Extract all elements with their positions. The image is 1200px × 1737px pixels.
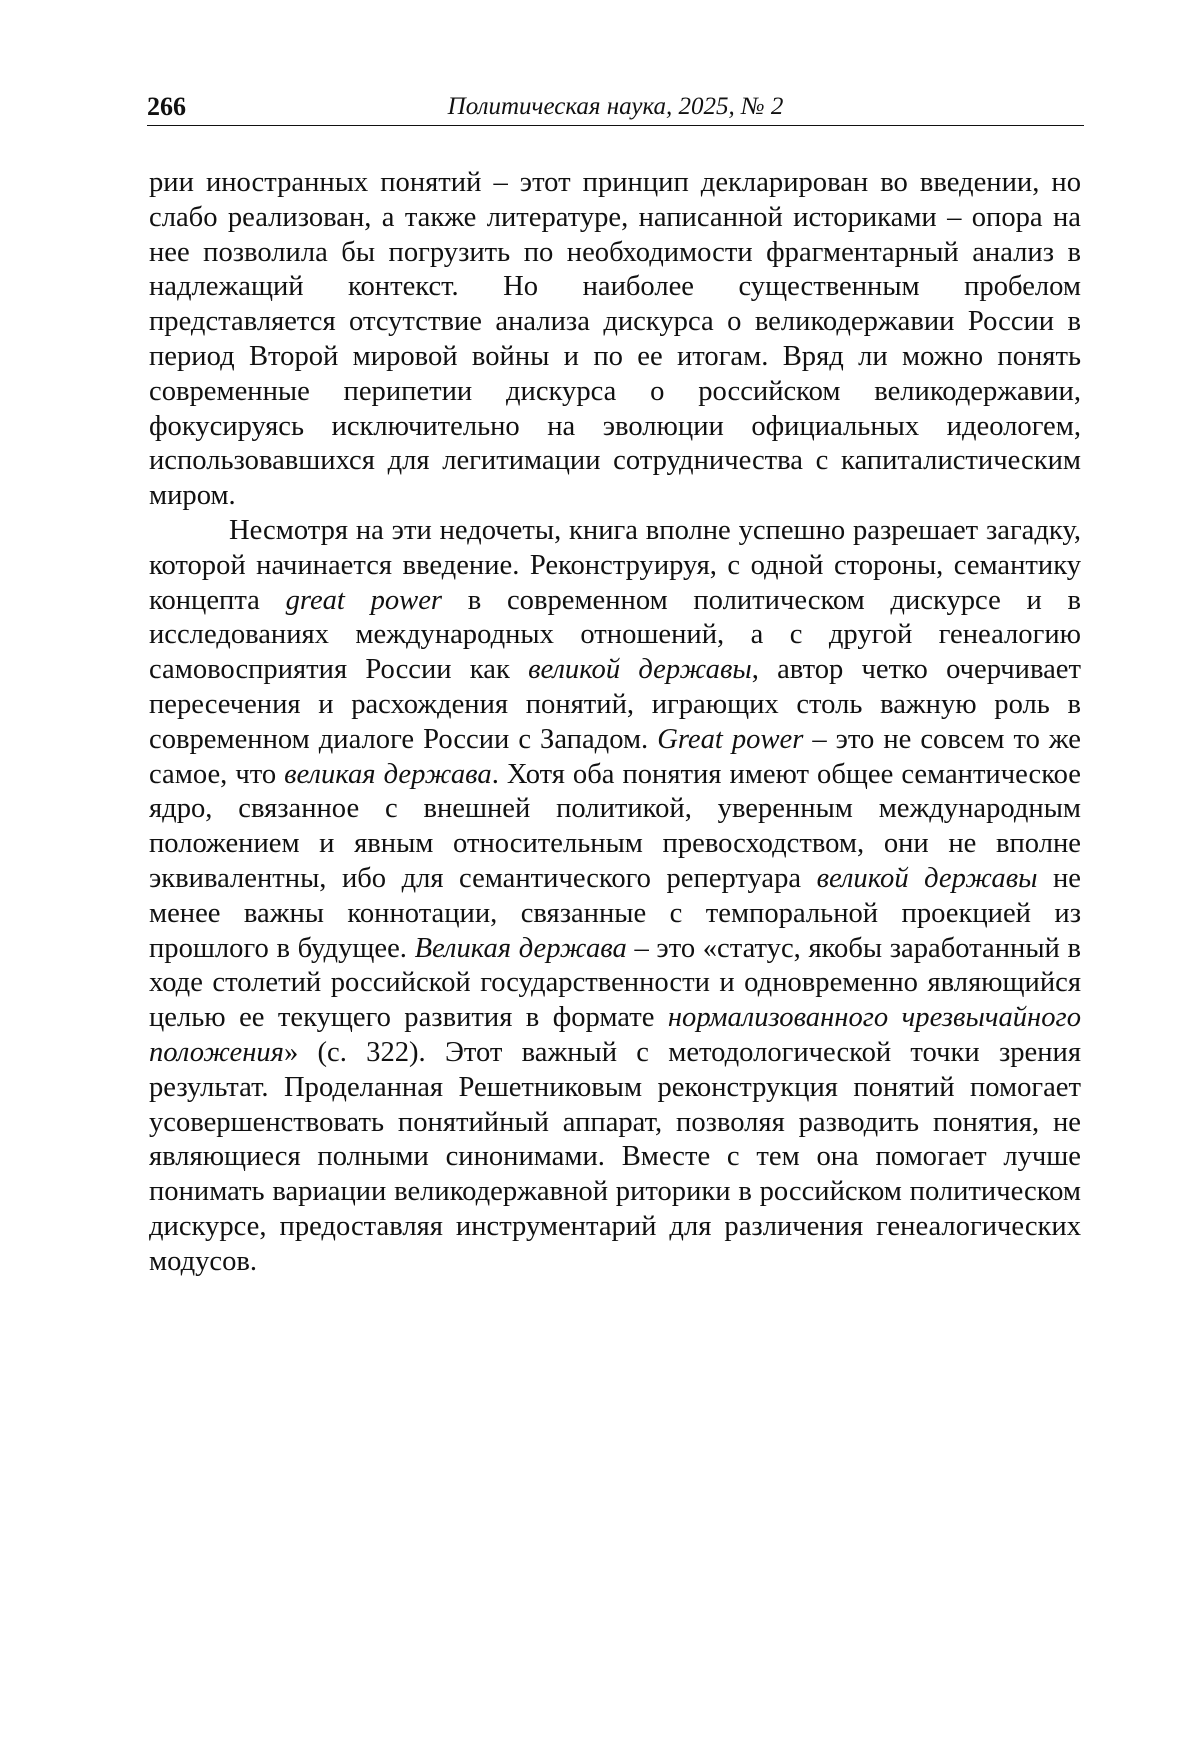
- paragraph-1: [149, 166, 1081, 514]
- text-segment: в современном политическом дискурсе и в исследованиях международных отношений, а с другой генеалогию самовосприятия России как: [149, 584, 1081, 686]
- page-header: [147, 92, 1084, 126]
- text-segment: – это не совсем то же самое, что: [149, 723, 1081, 790]
- running-title: Политическая наука, 2025, № 2: [447, 93, 784, 120]
- text-segment: – это «статус, якобы заработанный в ходе столетий российской государственности и одновременно являющийся целью ее текущего развития в формате: [149, 932, 1081, 1034]
- text-segment: рии иностранных понятий – этот принцип декларирован во введении, но слабо реализован, а также литературе, написанной историками – опора на нее позволила бы погрузить по необходимости фрагментарный анализ в надлежащий контекст. Но наиболее существенным пробелом представляется отсутствие анализа дискурса о великодержавии России в период Второй мировой войны и по ее итогам. Вряд ли можно понять современные перипетии дискурса о российском великодержавии, фокусируясь исключительно на эволюции официальных идеологем, использовавшихся для легитимации сотрудничества с капиталистическим миром.: [149, 167, 1081, 512]
- article-body: [149, 166, 1081, 1280]
- text-segment: Несмотря на эти недочеты, книга вполне успешно разрешает загадку, которой начинается введение. Реконструируя, с одной стороны, семантику концепта: [149, 514, 1081, 616]
- italic-term: великая держава: [284, 758, 492, 790]
- italic-term: великой державы: [528, 654, 752, 686]
- italic-term: великой державы: [816, 862, 1038, 894]
- italic-term: Великая держава: [414, 932, 627, 964]
- italic-term: Great power: [657, 723, 804, 755]
- text-segment: » (с. 322). Этот важный с методологической точки зрения результат. Проделанная Решетниковым реконструкция понятий помогает усовершенствовать понятийный аппарат, позволяя разводить понятия, не являющиеся полными синонимами. Вместе с тем она помогает лучше понимать вариации великодержавной риторики в российском политическом дискурсе, предоставляя инструментарий для различения генеалогических модусов.: [149, 1036, 1081, 1277]
- text-segment: , автор четко очерчивает пересечения и расхождения понятий, играющих столь важную роль в современном диалоге России с Западом.: [149, 654, 1081, 755]
- text-segment: не менее важны коннотации, связанные с темпоральной проекцией из прошлого в будущее.: [149, 862, 1081, 964]
- paragraph-2: [149, 514, 1081, 1280]
- italic-term: great power: [285, 584, 443, 616]
- text-segment: . Хотя оба понятия имеют общее семантическое ядро, связанное с внешней политикой, уверенным международным положением и явным относительным превосходством, они не вполне эквивалентны, ибо для семантического репертуара: [149, 758, 1081, 894]
- italic-term: нормализованного чрезвычайного положения: [149, 1002, 1081, 1068]
- page-number: 266: [147, 92, 186, 121]
